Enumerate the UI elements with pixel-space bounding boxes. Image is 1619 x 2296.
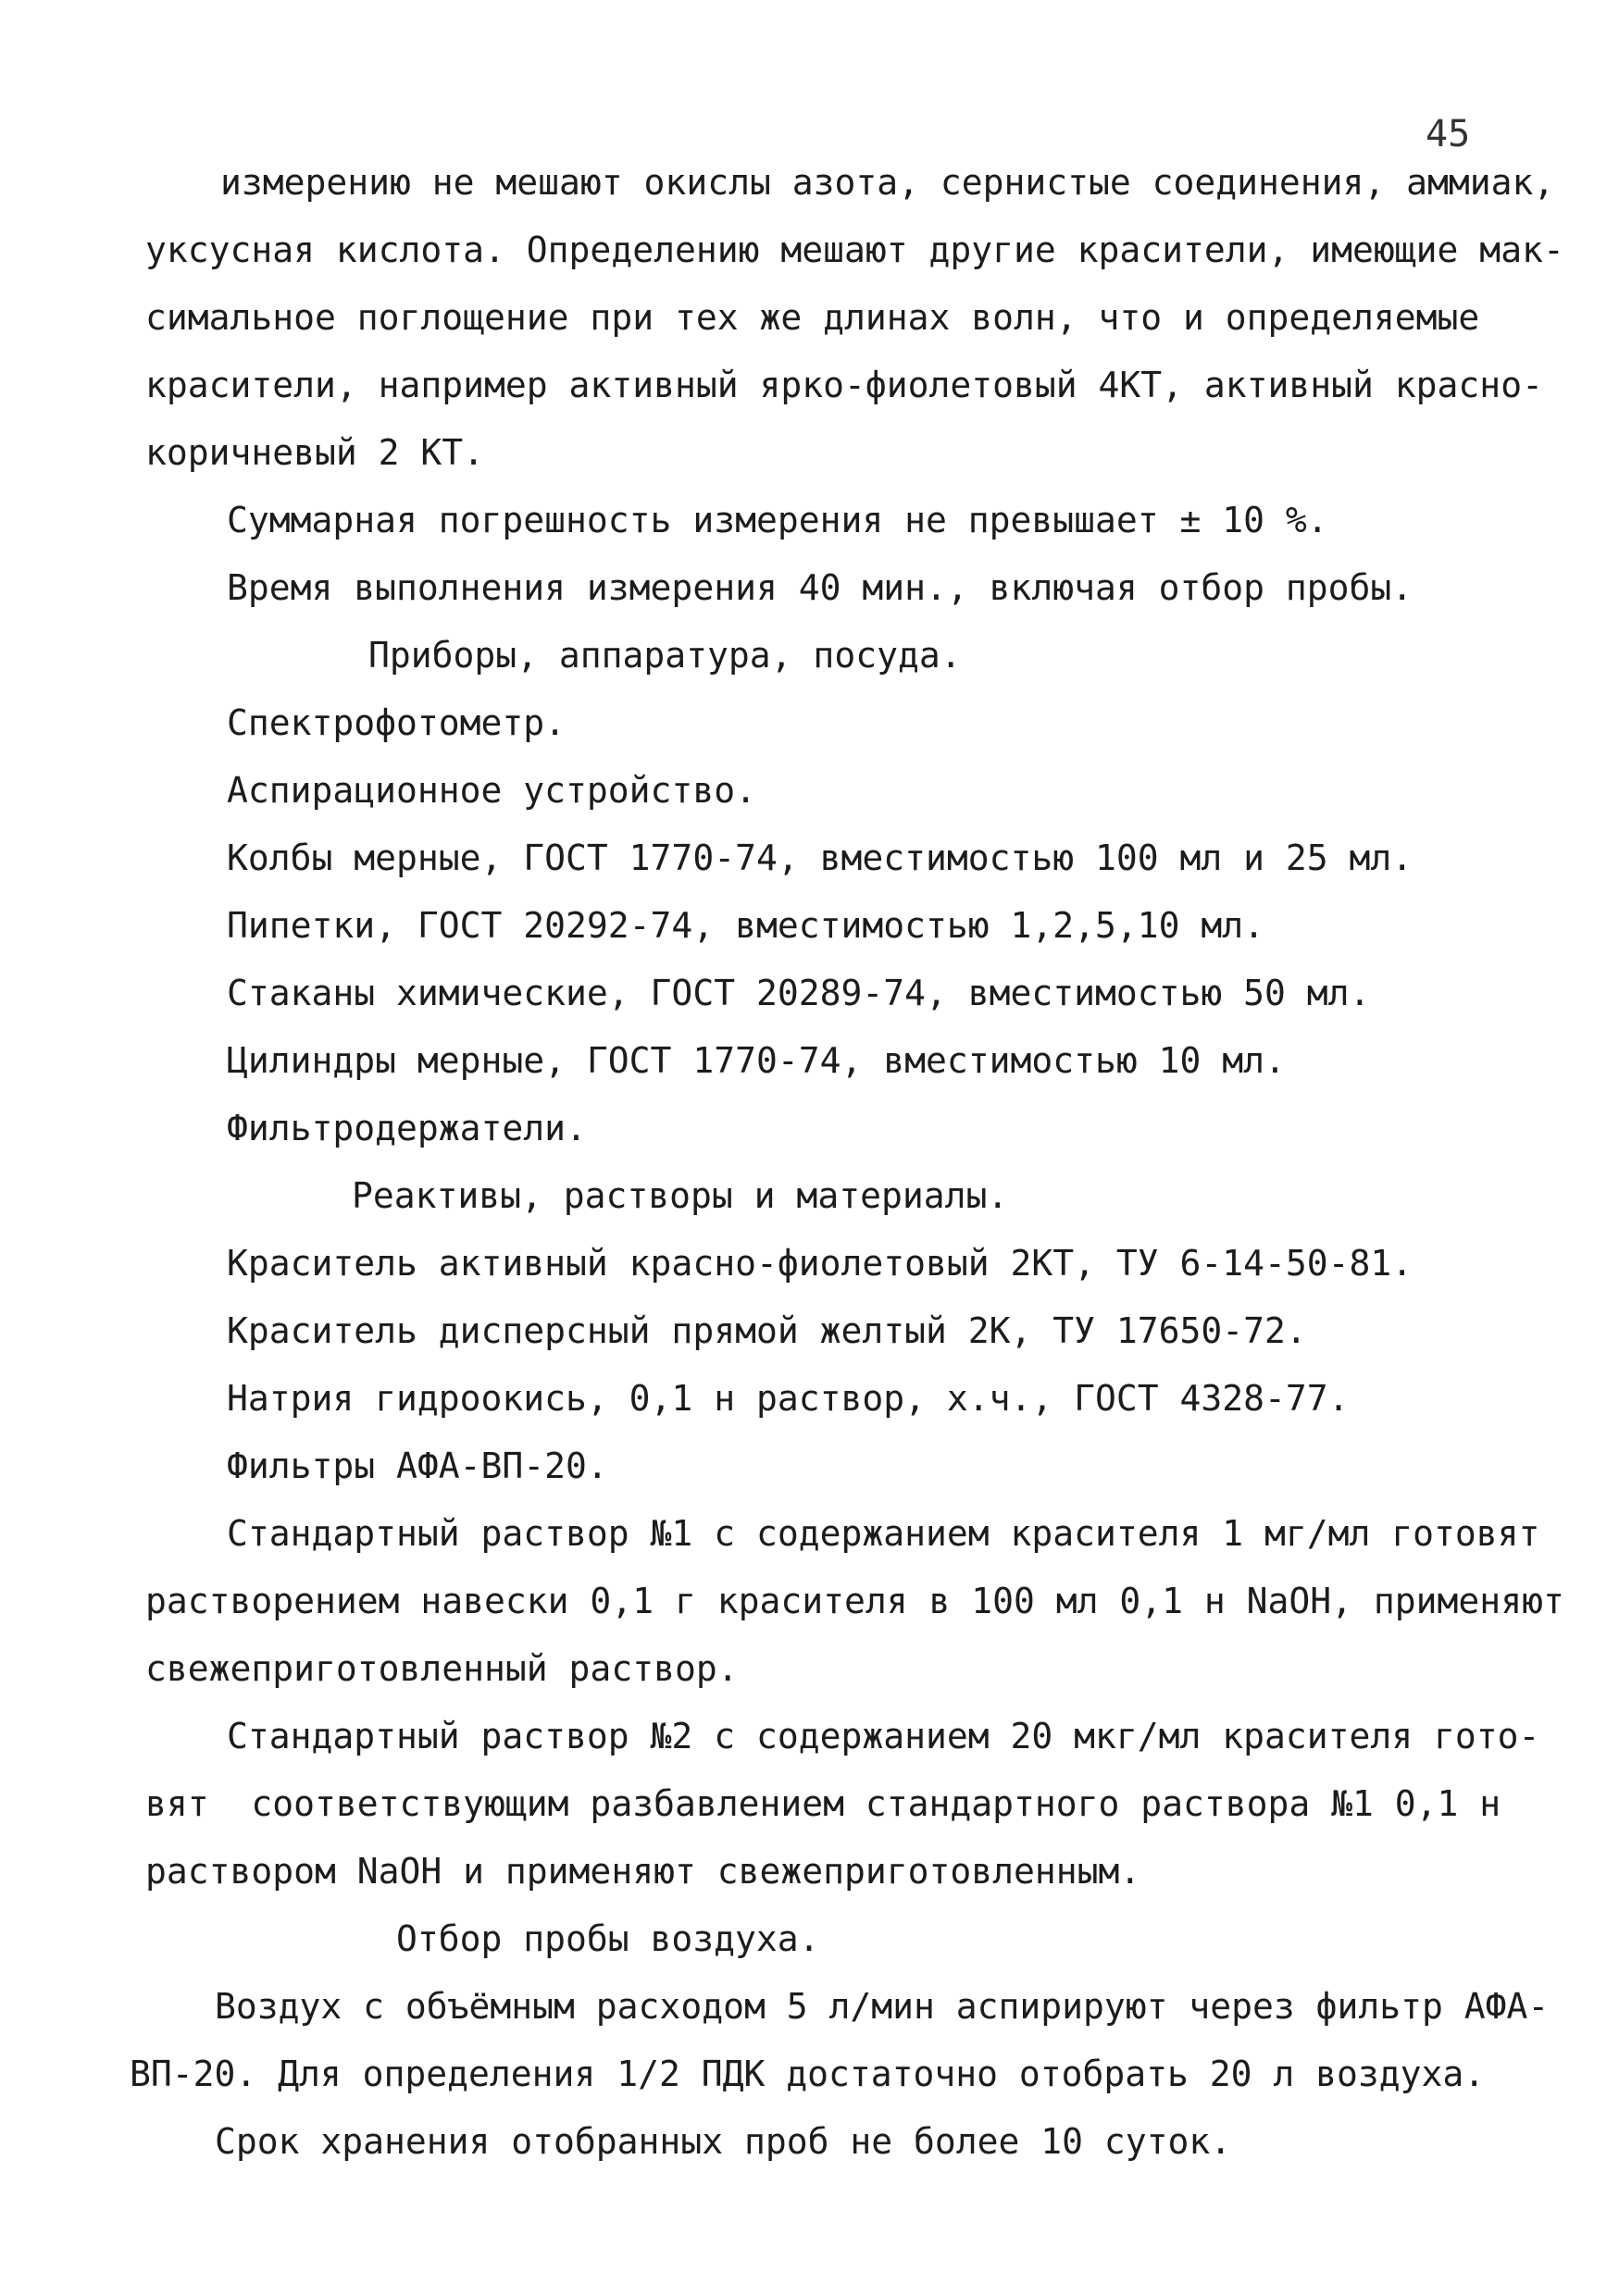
standard-2-line: вят соответствующим разбавлением стандартного раствора №1 0,1 н — [145, 1783, 1501, 1824]
time-line: Время выполнения измерения 40 мин., включая отбор пробы. — [227, 567, 1414, 608]
equipment-item: Аспирационное устройство. — [227, 770, 756, 811]
intro-line: уксусная кислота. Определению мешают другие красители, имеющие мак- — [145, 230, 1564, 270]
equipment-item: Фильтродержатели. — [227, 1108, 587, 1148]
sampling-line: ВП-20. Для определения 1/2 ПДК достаточно отобрать 20 л воздуха. — [130, 2054, 1486, 2094]
equipment-item: Спектрофотометр. — [227, 702, 567, 743]
equipment-item: Цилиндры мерные, ГОСТ 1770-74, вместимостью 10 мл. — [227, 1040, 1286, 1081]
page-number: 45 — [1426, 113, 1471, 155]
reagent-item: Фильтры АФА-ВП-20. — [227, 1446, 608, 1486]
reagents-heading: Реактивы, растворы и материалы. — [352, 1175, 1009, 1216]
standard-2-line: раствором NaOH и применяют свежеприготовленным. — [145, 1851, 1141, 1892]
intro-line: симальное поглощение при тех же длинах волн, что и определяемые — [145, 297, 1480, 338]
reagent-item: Краситель дисперсный прямой желтый 2К, ТУ 17650-72. — [227, 1310, 1307, 1351]
error-line: Суммарная погрешность измерения не превышает ± 10 %. — [227, 500, 1328, 540]
equipment-item: Колбы мерные, ГОСТ 1770-74, вместимостью 100 мл и 25 мл. — [227, 838, 1414, 878]
standard-1-line: Стандартный раствор №1 с содержанием красителя 1 мг/мл готовят — [227, 1513, 1540, 1554]
standard-2-line: Стандартный раствор №2 с содержанием 20 мкг/мл красителя гото- — [227, 1716, 1540, 1756]
reagent-item: Краситель активный красно-фиолетовый 2КТ, ТУ 6-14-50-81. — [227, 1243, 1414, 1284]
intro-line: измерению не мешают окислы азота, сернистые соединения, аммиак, — [220, 162, 1555, 203]
standard-1-line: растворением навески 0,1 г красителя в 100 мл 0,1 н NaOH, применяют — [145, 1581, 1564, 1621]
sampling-heading: Отбор пробы воздуха. — [396, 1918, 820, 1959]
reagent-item: Натрия гидроокись, 0,1 н раствор, х.ч., ГОСТ 4328-77. — [227, 1378, 1350, 1419]
sampling-line: Воздух с объёмным расходом 5 л/мин аспирируют через фильтр АФА- — [215, 1986, 1550, 2027]
equipment-item: Стаканы химические, ГОСТ 20289-74, вместимостью 50 мл. — [227, 973, 1371, 1013]
intro-line: красители, например активный ярко-фиолетовый 4КТ, активный красно- — [145, 365, 1543, 405]
equipment-item: Пипетки, ГОСТ 20292-74, вместимостью 1,2,5,10 мл. — [227, 905, 1265, 946]
intro-line: коричневый 2 КТ. — [145, 432, 485, 473]
storage-line: Срок хранения отобранных проб не более 10 суток. — [215, 2121, 1232, 2162]
standard-1-line: свежеприготовленный раствор. — [145, 1648, 739, 1689]
equipment-heading: Приборы, аппаратура, посуда. — [368, 635, 962, 676]
